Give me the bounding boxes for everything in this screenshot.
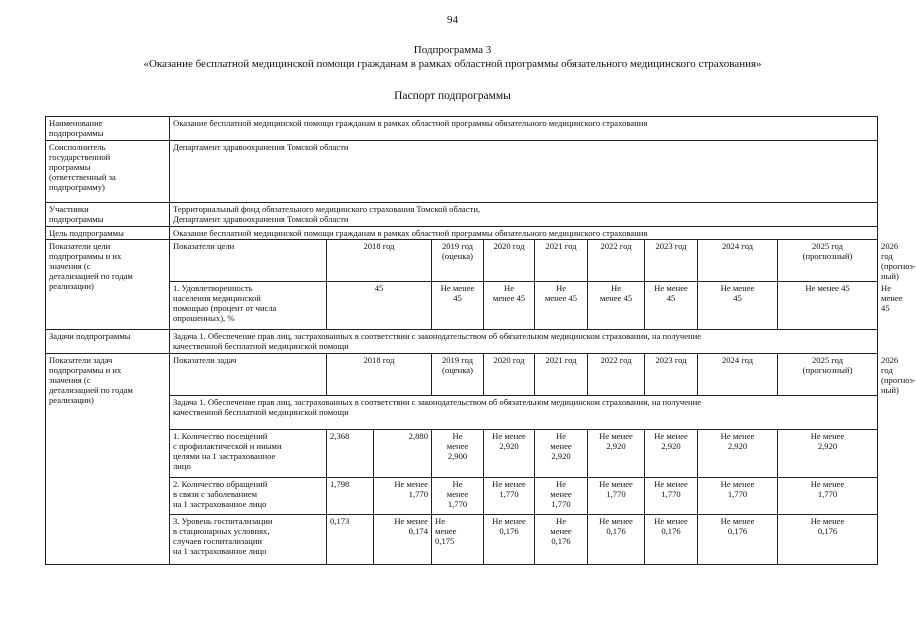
task-year-header: 2019 год (оценка)	[432, 354, 484, 396]
task-indicator-value: Не менее 0,176	[778, 515, 878, 565]
goal-indicator-name: 1. Удовлетворенность населения медицинской помощью (процент от числа опрошенных), %	[170, 282, 327, 330]
label-goal: Цель подпрограммы	[46, 227, 170, 240]
subprogram-title: Подпрограмма 3	[413, 44, 492, 56]
task-year-header: 2025 год (прогнозный)	[778, 354, 878, 396]
task-indicator-value: Не менее 1,770	[535, 478, 588, 515]
goal-year-header: 2025 год (прогнозный)	[778, 240, 878, 282]
goal-indicator-value: Не менее 45	[535, 282, 588, 330]
task-indicator-value: Не менее 0,176	[645, 515, 698, 565]
goal-indicator-value: Не менее 45	[778, 282, 878, 330]
task-year-header: 2020 год	[484, 354, 535, 396]
task-year-header: 2024 год	[698, 354, 778, 396]
task-1-text: Задача 1. Обеспечение прав лиц, застрахованных в соответствии с законодательством об обязательном медицинском страховании, на получение качественной бесплатной медицинской помощи	[170, 396, 878, 430]
task-indicator-row	[46, 515, 878, 565]
task-indicator-value: Не менее 2,920	[535, 430, 588, 478]
task-indicator-row	[46, 478, 878, 515]
goal-year-header: 2024 год	[698, 240, 778, 282]
goal-year-header: 2019 год (оценка)	[432, 240, 484, 282]
task-indicator-value: Не менее 0,175	[432, 515, 484, 565]
task-indicator-row	[46, 430, 878, 478]
task-indicator-value: Не менее 2,920	[484, 430, 535, 478]
task-indicator-value: Не менее 2,920	[588, 430, 645, 478]
row-tasks	[46, 330, 878, 354]
label-name: Наименование подпрограммы	[46, 117, 170, 141]
task-indicator-value: Не менее 1,770	[432, 478, 484, 515]
value-participants: Территориальный фонд обязательного медицинского страхования Томской области, Департамент здравоохранения Томской области	[170, 203, 878, 227]
goal-year-header: 2018 год	[327, 240, 432, 282]
row-name	[46, 117, 878, 141]
goal-indicator-value: Не менее 45	[432, 282, 484, 330]
goal-indicator-value: 45	[327, 282, 432, 330]
task-indicator-value: Не менее 2,920	[698, 430, 778, 478]
goal-indicator-value: Не менее 45	[484, 282, 535, 330]
goal-year-header: 2022 год	[588, 240, 645, 282]
label-coexecutor: Соисполнитель государственной программы (ответственный за подпрограмму)	[46, 141, 170, 203]
task-indicator-value: Не менее 0,176	[535, 515, 588, 565]
task-indicator-name: 1. Количество посещений с профилактической и иными целями на 1 застрахованное лицо	[170, 430, 327, 478]
row-goal	[46, 227, 878, 240]
task-indicator-name: 3. Уровень госпитализации в стационарных условиях, случаев госпитализации на 1 застрахованное лицо	[170, 515, 327, 565]
task-indicator-value: Не менее 0,176	[484, 515, 535, 565]
goal-year-header: 2023 год	[645, 240, 698, 282]
label-goal-indicators: Показатели цели подпрограммы и их значения (с детализацией по годам реализации)	[46, 240, 170, 330]
task-indicator-value: 2,880	[374, 430, 432, 478]
value-coexecutor: Департамент здравоохранения Томской области	[170, 141, 878, 203]
label-participants: Участники подпрограммы	[46, 203, 170, 227]
page-number: 94	[447, 14, 458, 26]
task-indicator-value: Не менее 1,770	[645, 478, 698, 515]
task-indicator-value: Не менее 1,770	[484, 478, 535, 515]
goal-indicator-row: 1. Удовлетворенность населения медицинской помощью (процент от числа опрошенных), % 45 Не менее 45 Не менее 45 Не менее 45 Не менее 45 Не менее 45 Не менее 45 Не менее 45 Не менее 45	[46, 282, 878, 330]
value-tasks: Задача 1. Обеспечение прав лиц, застрахованных в соответствии с законодательством об обязательном медицинском страховании, на получение качественной бесплатной медицинской помощи	[170, 330, 878, 354]
passport-table	[45, 116, 916, 565]
task-indicators-header-row: Показатели задач подпрограммы и их значения (с детализацией по годам реализации) Показатели задач 2018 год 2019 год (оценка) 2020 год 2021 год 2022 год 2023 год 2024 год 2025 год (прогнозный) 2026 год (прогноз- ный)	[46, 354, 878, 396]
task-indicator-value: Не менее 1,770	[698, 478, 778, 515]
task-indicators-header: Показатели задач	[170, 354, 327, 396]
task-indicator-value: Не менее 0,176	[698, 515, 778, 565]
task-year-header: 2022 год	[588, 354, 645, 396]
task-subheader-row	[46, 396, 878, 430]
goal-indicator-value: Не менее 45	[698, 282, 778, 330]
goal-year-header: 2020 год	[484, 240, 535, 282]
goal-year-header: 2021 год	[535, 240, 588, 282]
goal-indicators-header: Показатели цели	[170, 240, 327, 282]
task-indicator-value: Не менее 2,900	[432, 430, 484, 478]
value-name: Оказание бесплатной медицинской помощи гражданам в рамках областной программы обязательного медицинского страхования	[170, 117, 878, 141]
task-indicator-value: Не менее 1,770	[778, 478, 878, 515]
row-coexecutor	[46, 141, 878, 203]
goal-indicators-header-row: Показатели цели подпрограммы и их значения (с детализацией по годам реализации) Показатели цели 2018 год 2019 год (оценка) 2020 год 2021 год 2022 год 2023 год 2024 год 2025 год (прогнозный) 2026 год (прогноз- ный)	[46, 240, 878, 282]
task-indicator-value: 0,173	[327, 515, 374, 565]
subprogram-name: «Оказание бесплатной медицинской помощи гражданам в рамках областной программы обязательного медицинского страхования»	[143, 58, 762, 70]
goal-indicator-value: Не менее 45	[645, 282, 698, 330]
task-indicator-value: Не менее 1,770	[588, 478, 645, 515]
row-participants	[46, 203, 878, 227]
goal-indicator-value: Не менее 45	[588, 282, 645, 330]
value-goal: Оказание бесплатной медицинской помощи гражданам в рамках областной программы обязательного медицинского страхования	[170, 227, 878, 240]
task-indicator-value: 2,368	[327, 430, 374, 478]
task-indicator-name: 2. Количество обращений в связи с заболеванием на 1 застрахованное лицо	[170, 478, 327, 515]
label-tasks: Задачи подпрограммы	[46, 330, 170, 354]
task-year-header: 2021 год	[535, 354, 588, 396]
task-year-header: 2018 год	[327, 354, 432, 396]
task-indicator-value: Не менее 2,920	[778, 430, 878, 478]
task-indicator-value: Не менее 0,174	[374, 515, 432, 565]
task-indicator-value: 1,798	[327, 478, 374, 515]
task-indicator-value: Не менее 1,770	[374, 478, 432, 515]
task-year-header: 2023 год	[645, 354, 698, 396]
label-task-indicators: Показатели задач подпрограммы и их значения (с детализацией по годам реализации)	[46, 354, 170, 565]
task-indicator-value: Не менее 2,920	[645, 430, 698, 478]
task-indicator-value: Не менее 0,176	[588, 515, 645, 565]
passport-title: Паспорт подпрограммы	[394, 90, 511, 102]
